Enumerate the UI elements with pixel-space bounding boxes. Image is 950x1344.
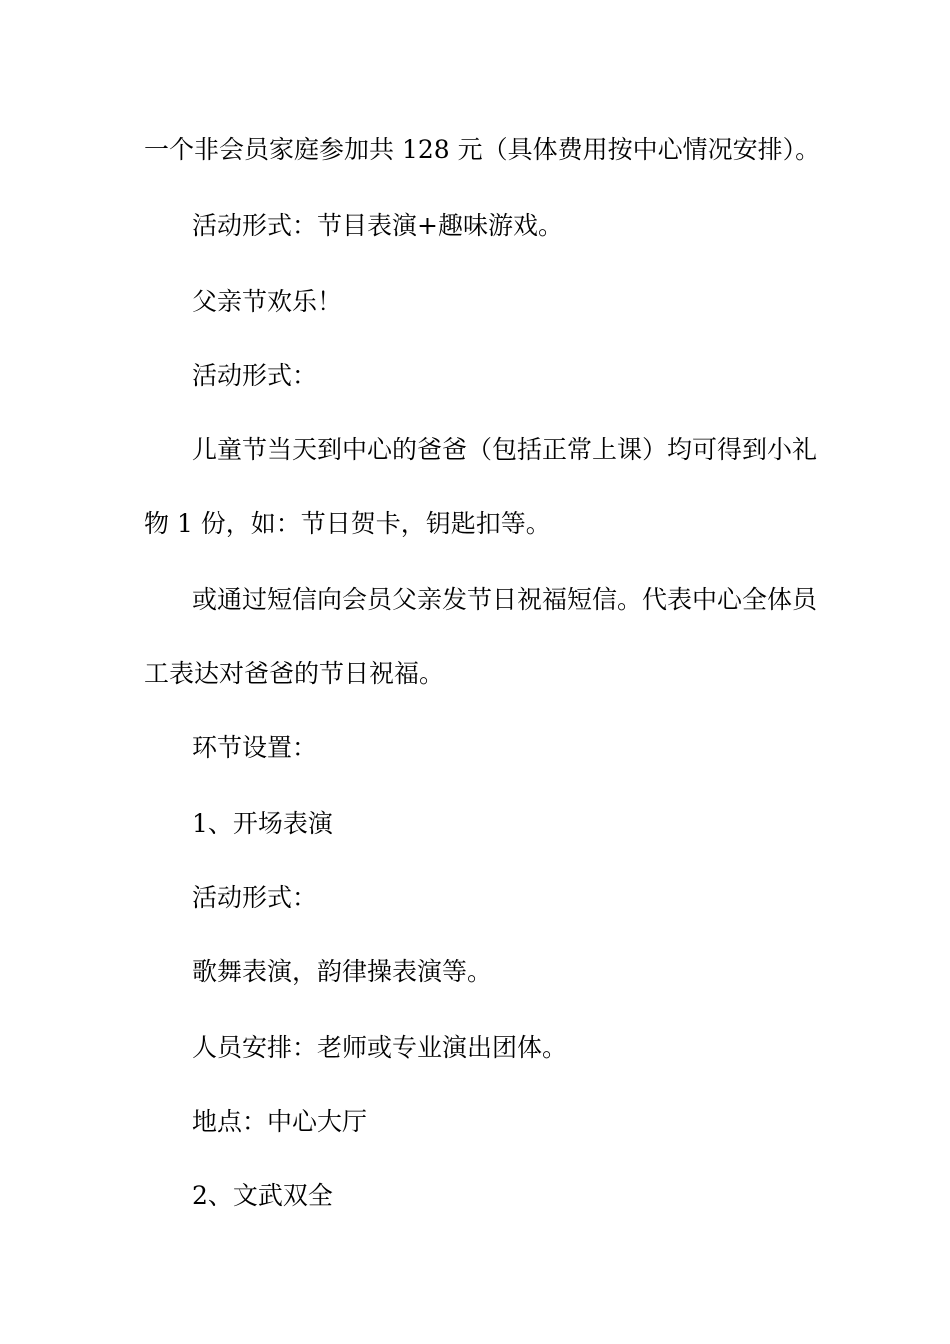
paragraph-fee-line: 一个非会员家庭参加共 128 元（具体费用按中心情况安排）。: [144, 135, 821, 164]
paragraph-item-wenwu: 2、文武双全: [192, 1181, 333, 1210]
paragraph-sms-line-2: 工表达对爸爸的节日祝福。: [144, 659, 445, 688]
paragraph-gift-line-1: 儿童节当天到中心的爸爸（包括正常上课）均可得到小礼: [192, 435, 818, 464]
paragraph-gift-line-2: 物 1 份，如：节日贺卡，钥匙扣等。: [144, 509, 551, 538]
paragraph-staffing: 人员安排：老师或专业演出团体。: [192, 1033, 568, 1062]
paragraph-sms-line-1: 或通过短信向会员父亲发节日祝福短信。代表中心全体员: [192, 585, 818, 614]
paragraph-section-setup: 环节设置：: [192, 733, 318, 762]
paragraph-location: 地点：中心大厅: [192, 1107, 368, 1136]
paragraph-activity-format: 活动形式：节目表演+趣味游戏。: [192, 211, 563, 240]
paragraph-activity-format-label: 活动形式：: [192, 361, 318, 390]
paragraph-activity-format-label-2: 活动形式：: [192, 883, 318, 912]
paragraph-performance-types: 歌舞表演，韵律操表演等。: [192, 957, 493, 986]
paragraph-item-opening-show: 1、开场表演: [192, 809, 333, 838]
paragraph-fathers-day: 父亲节欢乐！: [192, 287, 343, 316]
